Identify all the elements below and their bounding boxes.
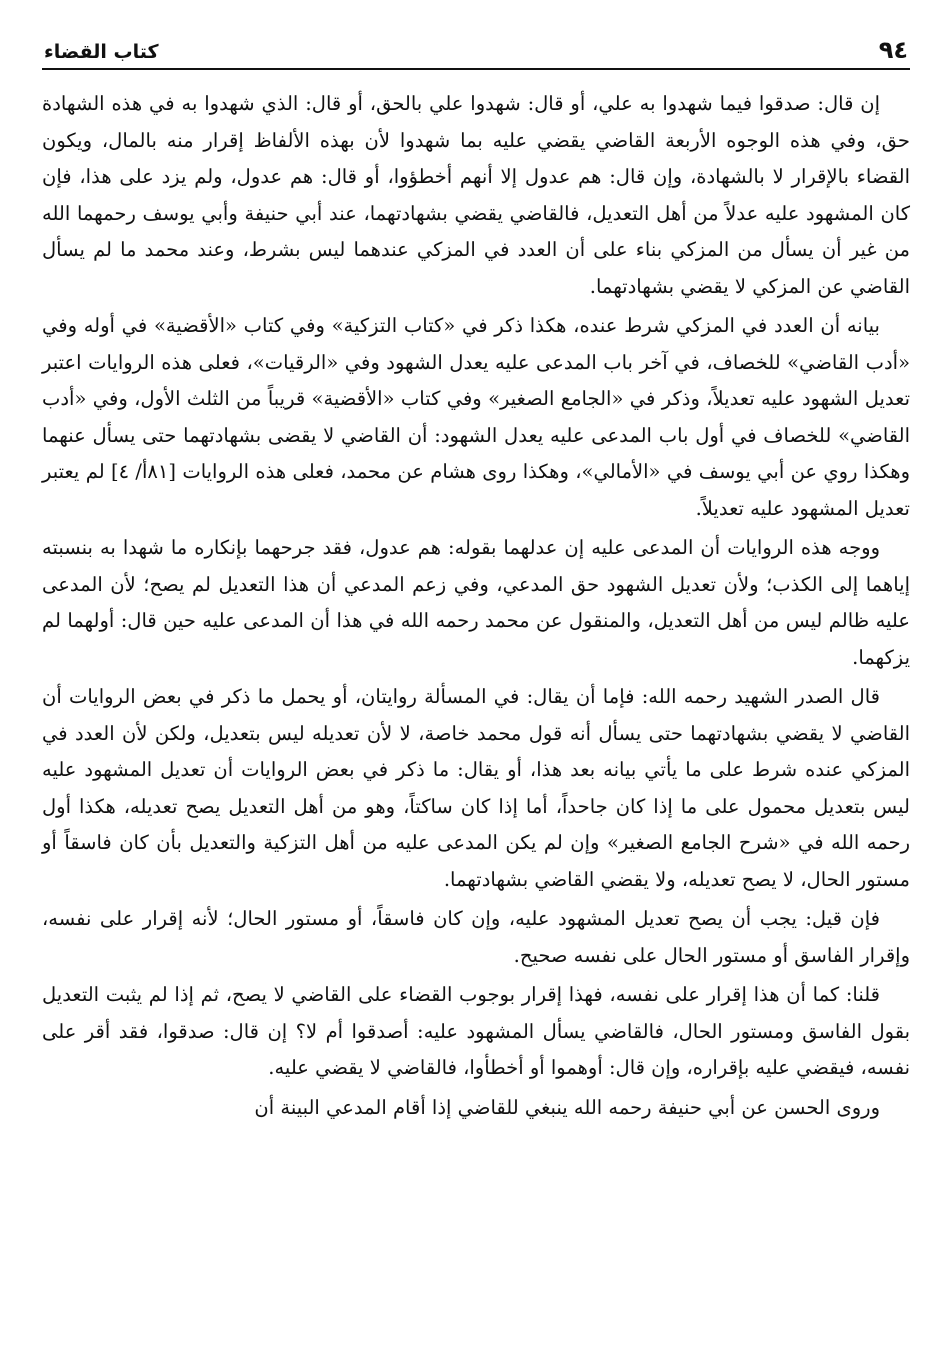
paragraph-1: إن قال: صدقوا فيما شهدوا به علي، أو قال: شهدوا علي بالحق، أو قال: الذي شهدوا به في هذه الشهادة حق، وفي هذه الوجوه الأربعة القاضي يقضي عليه بما شهدوا لأن بهذه الألفاظ إقرار منه بالمال، ويكون القضاء بالإقرار لا بالشهادة، وإن قال: هم عدول إلا أنهم أخطؤوا، أو قال: هم عدول، ولم يزد على هذا، فإن كان المشهود عليه عدلاً من أهل التعديل، فالقاضي يقضي بشهادتهما، عند أبي حنيفة وأبي يوسف رحمهما الله من غير أن يسأل من المزكي بناء على أن العدد في المزكي عندهما ليس بشرط، وعند محمد ما لم يسأل القاضي عن المزكي لا يقضي بشهادتهما. bbox=[42, 92, 910, 298]
paragraph-4: قال الصدر الشهيد رحمه الله: فإما أن يقال: في المسألة روايتان، أو يحمل ما ذكر في بعض الروايات أن القاضي لا يقضي بشهادتهما حتى يسأل أنه قول محمد خاصة، لا لأن تعديله ليس بتعديل، ولكن لأن العدد في المزكي عنده شرط على ما يأتي بيانه بعد هذا، أو يقال: ما ذكر في بعض الروايات أن تعديل المشهود عليه ليس بتعديل محمول على ما إذا كان جاحداً، أما إذا كان ساكتاً، وهو من أهل التعديل يصح تعديله، هكذا أول رحمه الله في «شرح الجامع الصغير» وإن لم يكن المدعى عليه من أهل التزكية والتعديل بأن كان فاسقاً أو مستور الحال، لا يصح تعديله، ولا يقضي القاضي بشهادتهما. bbox=[42, 685, 910, 891]
paragraph-6: قلنا: كما أن هذا إقرار على نفسه، فهذا إقرار بوجوب القضاء على القاضي لا يصح، ثم إذا لم يثبت التعديل بقول الفاسق ومستور الحال، فالقاضي يسأل المشهود عليه: أصدقوا أم لا؟ إن قال: صدقوا، فقد أقر على نفسه، فيقضي عليه بإقراره، وإن قال: أوهموا أو أخطأوا، فالقاضي لا يقضي عليه. bbox=[42, 983, 910, 1079]
running-head bbox=[42, 30, 910, 70]
paragraph-5: فإن قيل: يجب أن يصح تعديل المشهود عليه، وإن كان فاسقاً، أو مستور الحال؛ لأنه إقرار على نفسه، وإقرار الفاسق أو مستور الحال على نفسه صحيح. bbox=[42, 907, 910, 967]
body-text bbox=[42, 86, 910, 1126]
paragraph-2: بيانه أن العدد في المزكي شرط عنده، هكذا ذكر في «كتاب التزكية» وفي كتاب «الأقضية» في أوله وفي «أدب القاضي» للخصاف، في آخر باب المدعى عليه يعدل الشهود وفي «الرقيات»، فعلى هذه الروايات اعتبر تعديل الشهود عليه تعديلاً، وذكر في «الجامع الصغير» وفي كتاب «الأقضية» قريباً من الثلث الأول، وفي «أدب القاضي» للخصاف في أول باب المدعى عليه يعدل الشهود: أن القاضي لا يقضى بشهادتهما حتى يسأل عنهما وهكذا روي عن أبي يوسف في «الأمالي»، وهكذا روى هشام عن محمد، فعلى هذه الروايات [٨١أ/ ٤] لم يعتبر تعديل المشهود عليه تعديلاً. bbox=[42, 314, 910, 520]
paragraph-3: ووجه هذه الروايات أن المدعى عليه إن عدلهما بقوله: هم عدول، فقد جرحهما بإنكاره ما شهدا به بنسبته إياهما إلى الكذب؛ ولأن تعديل الشهود حق المدعي، وفي زعم المدعي أن هذا التعديل لم يصح؛ لأن المدعى عليه ظالم ليس من أهل التعديل، والمنقول عن محمد رحمه الله في هذا أن المدعى عليه حين قال: أولهما لم يزكهما. bbox=[42, 536, 910, 669]
paragraph-7: وروى الحسن عن أبي حنيفة رحمه الله ينبغي للقاضي إذا أقام المدعي البينة أن bbox=[254, 1095, 880, 1119]
book-title: كتاب القضاء bbox=[44, 41, 159, 63]
page-number: ٩٤ bbox=[878, 36, 908, 64]
book-page bbox=[42, 30, 910, 1350]
